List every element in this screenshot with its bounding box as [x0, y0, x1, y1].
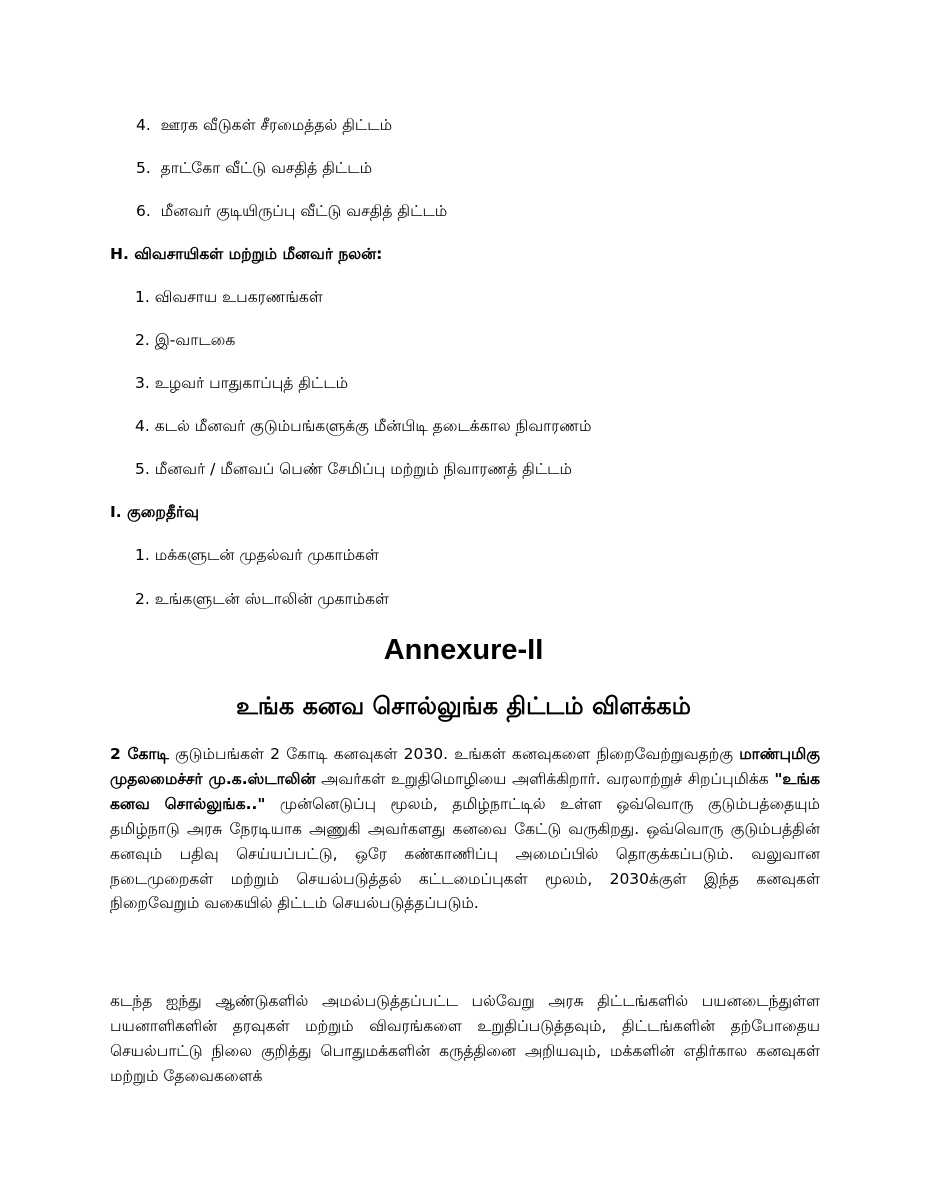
paragraph-text: முன்னெடுப்பு மூலம், தமிழ்நாட்டில் உள்ள ஒவ்வொரு குடும்பத்தையும் தமிழ்நாடு அரசு நேரடியாக அணுகி அவர்களது கனவை கேட்டு வருகிறது. ஒவ்வொரு குடும்பத்தின் கனவும் பதிவு செய்யப்பட்டு, ஒரே கண்காணிப்பு அமைப்பில் தொகுக்கப்படும். வலுவான நடைமுறைகள் மற்றும் செயல்படுத்தல் கட்டமைப்புகள் மூலம், 2030க்குள் இந்த கனவுகள் நிறைவேறும் வகையில் திட்டம் செயல்படுத்தப்படும்.: [110, 794, 820, 913]
item-text: உழவர் பாதுகாப்புத் திட்டம்: [154, 374, 349, 392]
item-number: 4.: [136, 116, 151, 134]
list-item: [135, 416, 591, 436]
list-item: [136, 158, 372, 178]
bold-scheme-name: "உங்க கனவ சொல்லுங்க..": [110, 769, 820, 813]
bold-two-crore: 2 கோடி: [110, 745, 169, 763]
item-number: 5.: [136, 159, 151, 177]
annexure-title: Annexure-II: [383, 634, 544, 666]
item-text: இ-வாடகை: [154, 331, 236, 349]
list-item: [135, 589, 389, 609]
paragraph-1: [110, 742, 820, 916]
item-number: 6.: [136, 202, 151, 220]
list-item: [136, 115, 392, 135]
list-item: [135, 287, 323, 307]
item-text: உங்களுடன் ஸ்டாலின் முகாம்கள்: [154, 590, 390, 608]
item-text: மீனவர் குடியிருப்பு வீட்டு வசதித் திட்டம்: [160, 202, 448, 220]
paragraph-text: கடந்த ஐந்து ஆண்டுகளில் அமல்படுத்தப்பட்ட பல்வேறு அரசு திட்டங்களில் பயனடைந்துள்ள பயனாளிகளின் தரவுகள் மற்றும் விவரங்களை உறுதிப்படுத்தவும், திட்டங்களின் தற்போதைய செயல்பாட்டு நிலை குறித்து பொதுமக்களின் கருத்தினை அறியவும், மக்களின் எதிர்கால கனவுகள் மற்றும் தேவைகளைக்: [110, 992, 820, 1085]
item-number: 3.: [135, 374, 150, 392]
paragraph-text: குடும்பங்கள் 2 கோடி கனவுகள் 2030. உங்கள் கனவுகளை நிறைவேற்றுவதற்கு: [168, 745, 740, 763]
item-number: 2.: [135, 331, 150, 349]
list-item: [135, 373, 348, 393]
paragraph-2: [110, 989, 820, 1089]
list-item: [135, 459, 572, 479]
item-number: 4.: [135, 417, 150, 435]
list-item: [135, 545, 379, 565]
item-text: மக்களுடன் முதல்வர் முகாம்கள்: [154, 546, 379, 564]
item-text: ஊரக வீடுகள் சீரமைத்தல் திட்டம்: [160, 116, 393, 134]
item-text: தாட்கோ வீட்டு வசதித் திட்டம்: [160, 159, 373, 177]
bold-chief-minister: மாண்புமிகு முதலமைச்சர் மு.க.ஸ்டாலின்: [110, 745, 820, 788]
item-number: 5.: [135, 460, 150, 478]
list-item: [136, 201, 447, 221]
item-number: 1.: [135, 288, 150, 306]
section-heading-i: I. குறைதீர்வு: [110, 503, 199, 521]
section-heading-h: H. விவசாயிகள் மற்றும் மீனவர் நலன்:: [110, 245, 383, 263]
item-text: மீனவர் / மீனவப் பெண் சேமிப்பு மற்றும் நிவாரணத் திட்டம்: [154, 460, 572, 478]
item-number: 1.: [135, 546, 150, 564]
item-number: 2.: [135, 590, 150, 608]
list-item: [135, 330, 235, 350]
item-text: கடல் மீனவர் குடும்பங்களுக்கு மீன்பிடி தடைக்கால நிவாரணம்: [154, 417, 592, 435]
annexure-subtitle: உங்க கனவ சொல்லுங்க திட்டம் விளக்கம்: [236, 692, 691, 720]
paragraph-text: அவர்கள் உறுதிமொழியை அளிக்கிறார். வரலாற்றுச் சிறப்புமிக்க: [315, 769, 775, 788]
item-text: விவசாய உபகரணங்கள்: [154, 288, 323, 306]
